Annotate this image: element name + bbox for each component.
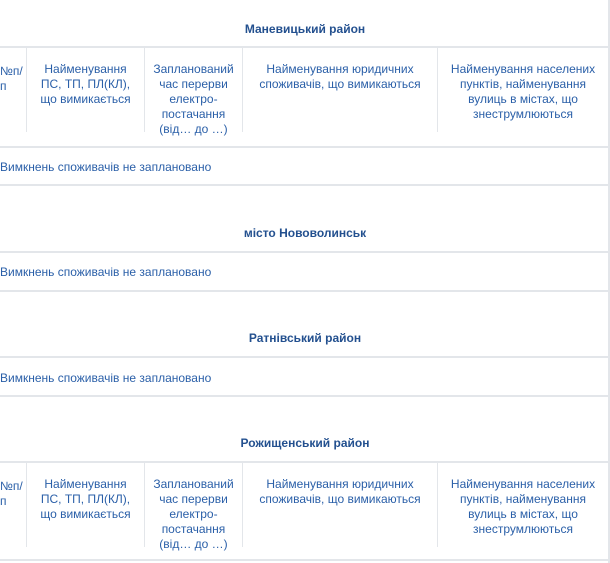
header-substation: Найменування ПС, ТП, ПЛ(КЛ), що вимикається [27, 463, 145, 547]
divider [0, 251, 610, 253]
divider [0, 290, 610, 292]
header-time-line2: час перерви [159, 77, 228, 91]
header-number-line1: №п/ [0, 64, 23, 78]
header-substation: Найменування ПС, ТП, ПЛ(КЛ), що вимикається [27, 48, 145, 132]
header-legal-consumers: Найменування юридичних споживачів, що вимикаються [243, 463, 438, 547]
header-time-line1: Запланований [153, 477, 234, 491]
header-time-line2: час перерви [159, 492, 228, 506]
no-outages-message: Вимкнень споживачів не заплановано [0, 265, 212, 279]
header-time-line1: Запланований [153, 62, 234, 76]
header-time-line4: постачання [161, 522, 226, 536]
header-time-line5: (від… до …) [159, 537, 228, 551]
divider [0, 146, 610, 148]
header-legal-consumers: Найменування юридичних споживачів, що вимикаються [243, 48, 438, 132]
section-title-novovolynsk: місто Нововолинськ [243, 226, 367, 240]
no-outages-message: Вимкнень споживачів не заплановано [0, 371, 212, 385]
header-time-line4: постачання [161, 107, 226, 121]
divider [0, 184, 610, 186]
table-header-row [0, 463, 610, 551]
header-time-line3: електро- [169, 92, 218, 106]
table-header-row [0, 48, 610, 136]
header-time-line5: (від… до …) [159, 122, 228, 136]
section-title-manevychi: Маневицький район [244, 22, 366, 36]
header-outage-time [145, 463, 243, 551]
header-number-line2: п [0, 79, 7, 93]
header-settlements: Найменування населених пунктів, найменування вулиць в містах, що знеструмлюються [450, 477, 596, 536]
header-settlements: Найменування населених пунктів, найменування вулиць в містах, що знеструмлюються [450, 62, 596, 121]
divider [0, 395, 610, 397]
header-outage-time [145, 48, 243, 136]
header-number [0, 48, 27, 132]
section-title-ratne: Ратнівський район [248, 331, 362, 345]
no-outages-message: Вимкнень споживачів не заплановано [0, 160, 212, 174]
header-number [0, 463, 27, 547]
header-number-line2: п [0, 494, 7, 508]
header-number-line1: №п/ [0, 479, 23, 493]
header-time-line3: електро- [169, 507, 218, 521]
section-title-rozhyshche: Рожищенський район [240, 436, 370, 450]
divider [0, 559, 610, 561]
divider [0, 356, 610, 358]
